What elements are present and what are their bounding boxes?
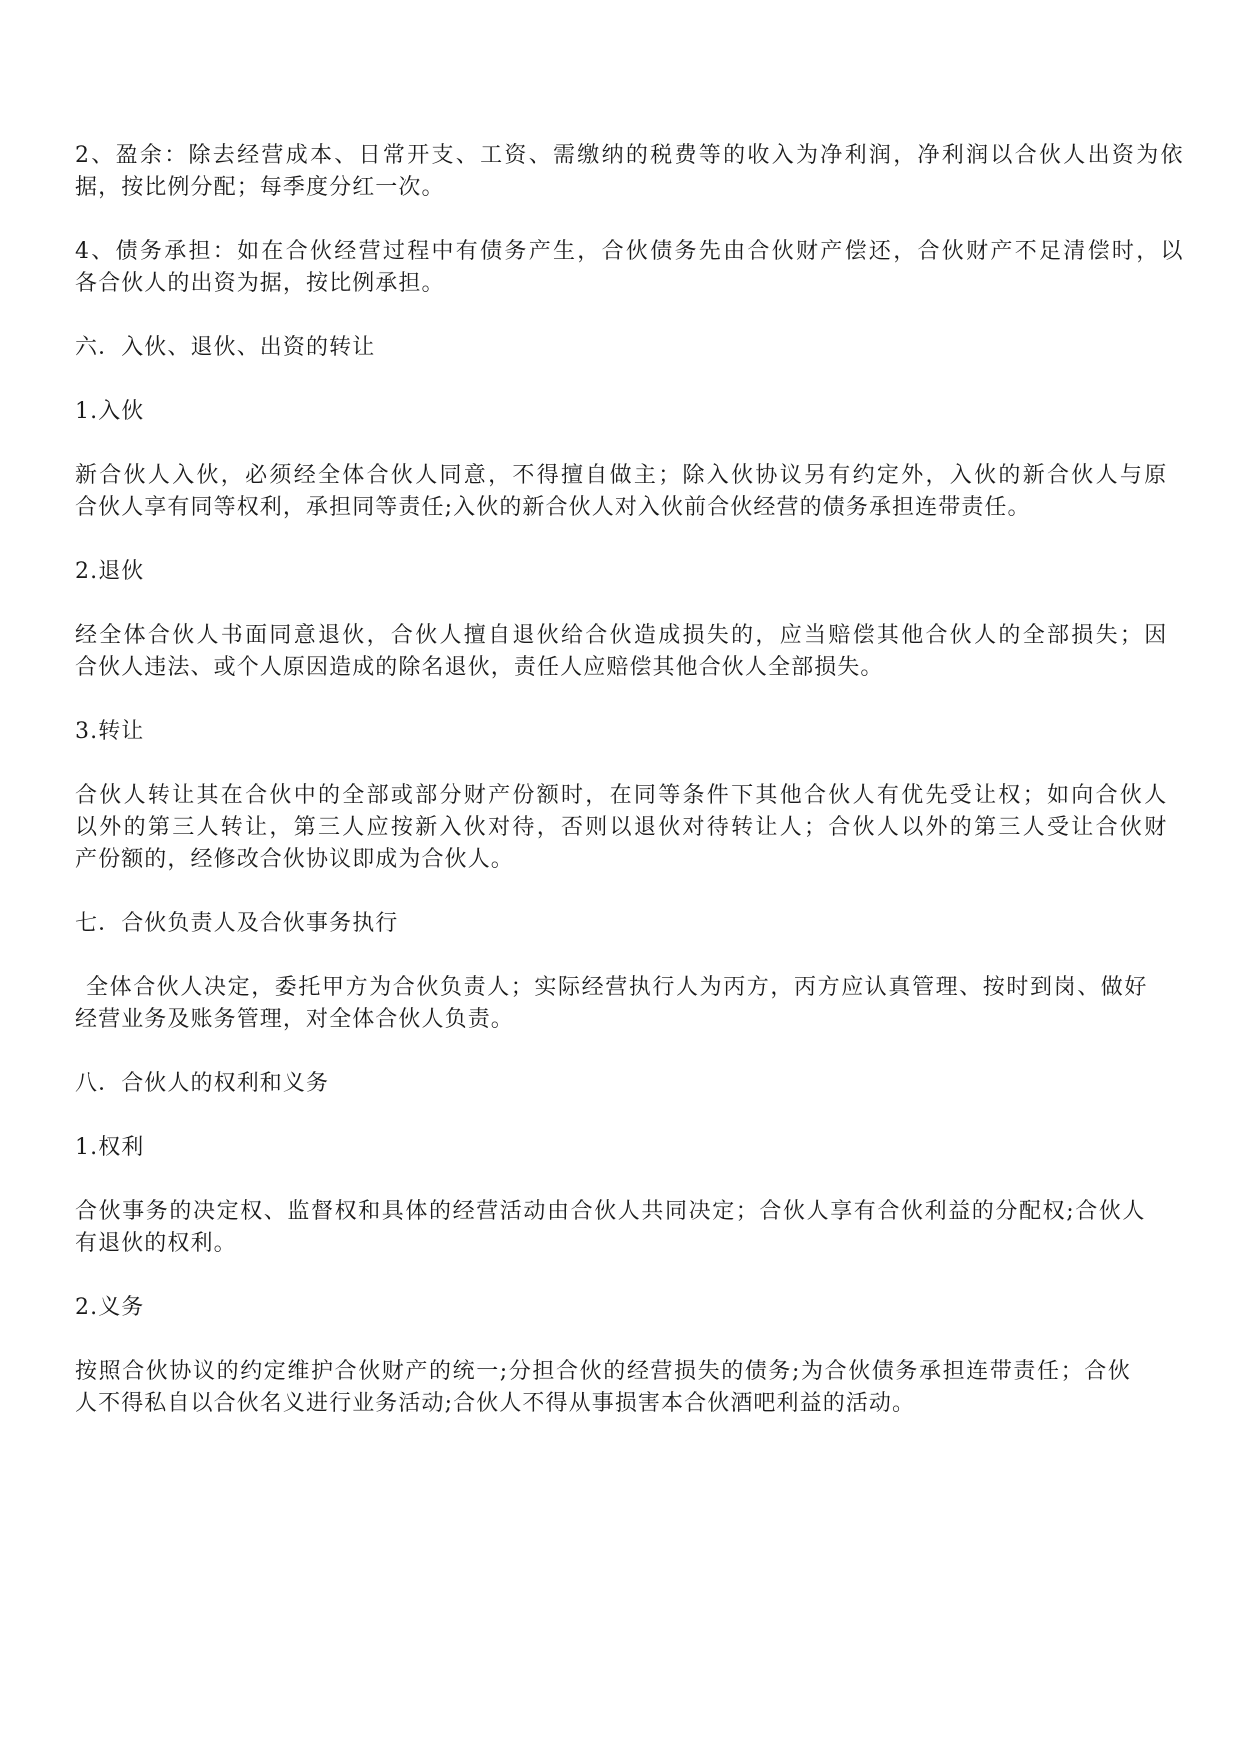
joining-clause-line-2: 合伙人享有同等权利，承担同等责任;入伙的新合伙人对入伙前合伙经营的债务承担连带责任。 — [75, 495, 1031, 520]
debt-clause-line-1: 4、债务承担：如在合伙经营过程中有债务产生，合伙债务先由合伙财产偿还，合伙财产不足清偿时，以 — [75, 239, 1185, 264]
obligations-clause-line-1: 按照合伙协议的约定维护合伙财产的统一;分担合伙的经营损失的债务;为合伙债务承担连带责任；合伙 — [75, 1359, 1132, 1384]
rights-clause-line-2: 有退伙的权利。 — [75, 1231, 237, 1256]
debt-clause-line-2: 各合伙人的出资为据，按比例承担。 — [75, 271, 445, 296]
subheading-joining: 1.入伙 — [75, 399, 145, 424]
joining-clause-line-1: 新合伙人入伙，必须经全体合伙人同意，不得擅自做主；除入伙协议另有约定外，入伙的新合伙人与原 — [75, 463, 1169, 488]
section-8-heading: 八．合伙人的权利和义务 — [75, 1071, 330, 1096]
withdrawal-clause-line-1: 经全体合伙人书面同意退伙，合伙人擅自退伙给合伙造成损失的，应当赔偿其他合伙人的全部损失；因 — [75, 623, 1169, 648]
obligations-clause-line-2: 人不得私自以合伙名义进行业务活动;合伙人不得从事损害本合伙酒吧利益的活动。 — [75, 1391, 916, 1416]
transfer-clause-line-3: 产份额的，经修改合伙协议即成为合伙人。 — [75, 847, 514, 872]
subheading-rights: 1.权利 — [75, 1135, 145, 1160]
management-clause-line-2: 经营业务及账务管理，对全体合伙人负责。 — [75, 1007, 514, 1032]
rights-clause-line-1: 合伙事务的决定权、监督权和具体的经营活动由合伙人共同决定；合伙人享有合伙利益的分配权;合伙人 — [75, 1199, 1147, 1224]
subheading-obligations: 2.义务 — [75, 1295, 145, 1320]
subheading-withdrawal: 2.退伙 — [75, 559, 145, 584]
section-7-heading: 七．合伙负责人及合伙事务执行 — [75, 911, 399, 936]
surplus-clause-line-1: 2、盈余：除去经营成本、日常开支、工资、需缴纳的税费等的收入为净利润，净利润以合伙人出资为依 — [75, 143, 1185, 168]
section-6-heading: 六．入伙、退伙、出资的转让 — [75, 335, 376, 360]
transfer-clause-line-2: 以外的第三人转让，第三人应按新入伙对待，否则以退伙对待转让人；合伙人以外的第三人受让合伙财 — [75, 815, 1169, 840]
surplus-clause-line-2: 据，按比例分配；每季度分红一次。 — [75, 175, 445, 200]
subheading-transfer: 3.转让 — [75, 719, 145, 744]
withdrawal-clause-line-2: 合伙人违法、或个人原因造成的除名退伙，责任人应赔偿其他合伙人全部损失。 — [75, 655, 884, 680]
management-clause-line-1: 全体合伙人决定，委托甲方为合伙负责人；实际经营执行人为丙方，丙方应认真管理、按时到岗、做好 — [86, 975, 1149, 1000]
transfer-clause-line-1: 合伙人转让其在合伙中的全部或部分财产份额时，在同等条件下其他合伙人有优先受让权；如向合伙人 — [75, 783, 1169, 808]
